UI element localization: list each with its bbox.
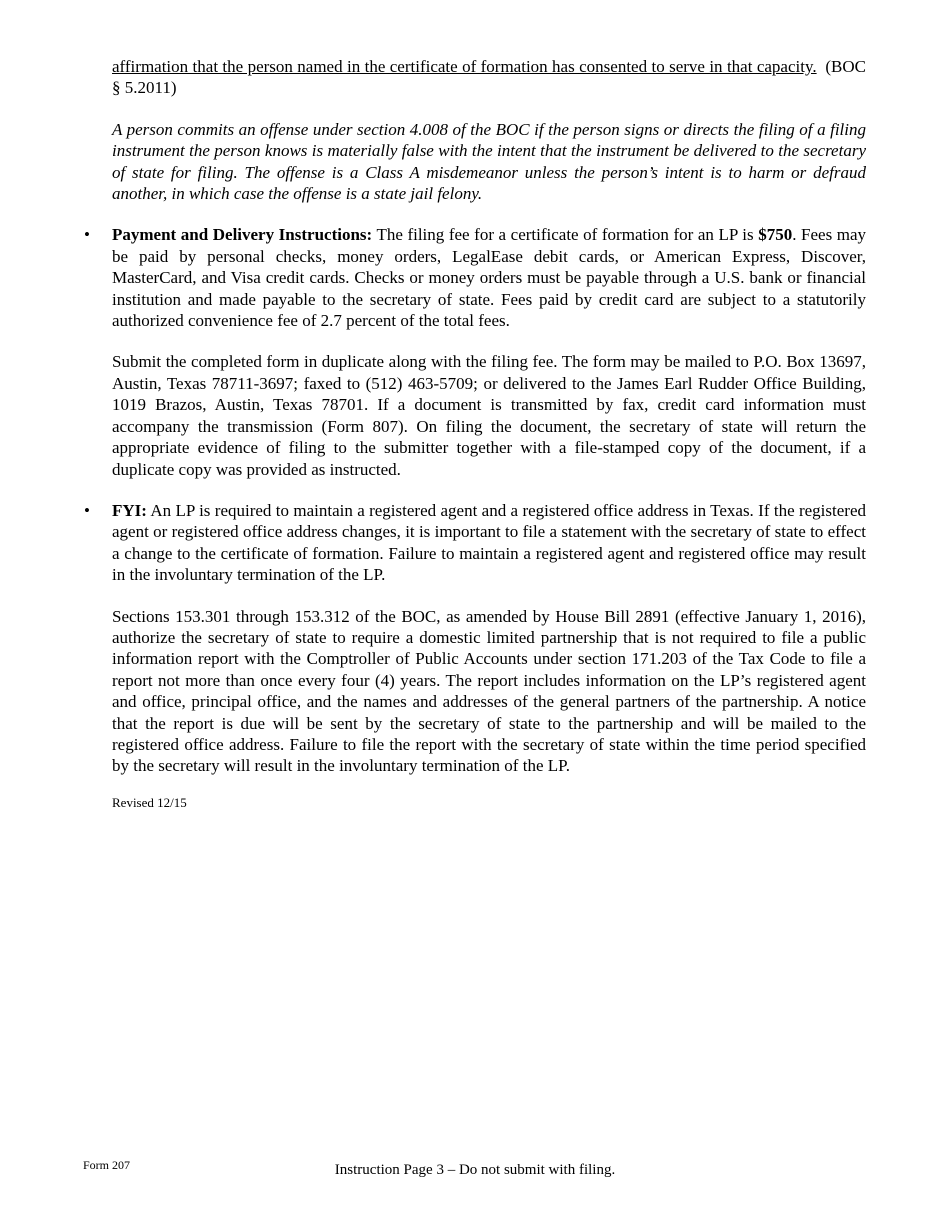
revised-date: Revised 12/15	[112, 794, 187, 810]
bullet-icon: •	[84, 500, 90, 520]
filing-fee-amount: $750	[758, 225, 793, 245]
bullet-icon: •	[84, 225, 90, 245]
page-footer-label: Instruction Page 3 – Do not submit with filing.	[334, 1162, 616, 1178]
affirmation-underlined-text: affirmation that the person named in the certificate of formation has consented to serve in that capacity.	[112, 57, 817, 76]
fyi-bullet	[84, 500, 866, 586]
affirmation-citation: (BOC § 5.2011)	[112, 57, 867, 98]
payment-text-continued: . Fees may be paid by personal checks, money orders, LegalEase debit cards, or American Express, Discover, MasterCard, and Visa credit cards. Checks or money orders must be payable through a U.S. bank or financial institution and made payable to the secretary of state. Fees paid by credit card are subject to a statutorily authorized convenience fee of 2.7 percent of the total fees.	[112, 225, 867, 331]
fyi-paragraph	[112, 500, 866, 586]
fyi-text: An LP is required to maintain a registered agent and a registered office address in Texas. If the registered agent or registered office address changes, it is important to file a statement with the secretary of state to effect a change to the certificate of formation. Failure to maintain a registered agent and registered office may result in the involuntary termination of the LP.	[112, 500, 866, 585]
payment-bullet	[84, 224, 867, 331]
payment-paragraph	[112, 224, 866, 331]
submit-paragraph: Submit the completed form in duplicate along with the filing fee. The form may be mailed to P.O. Box 13697, Austin, Texas 78711-3697; faxed to (512) 463-5709; or delivered to the James Earl Rudder Office Building, 1019 Brazos, Austin, Texas 78701. If a document is transmitted by fax, credit card information must accompany the transmission (Form 807). On filing the document, the secretary of state will return the appropriate evidence of filing to the submitter together with a file-stamped copy of the document, if a duplicate copy was provided as instructed.	[112, 352, 866, 479]
offense-notice: A person commits an offense under section 4.008 of the BOC if the person signs or directs the filing of a filing instrument the person knows is materially false with the intent that the instrument be delivered to the secretary of state for filing. The offense is a Class A misdemeanor unless the person’s intent is to harm or defraud another, in which case the offense is a state jail felony.	[112, 119, 866, 204]
instruction-body	[84, 56, 867, 811]
fyi-heading: FYI:	[112, 500, 147, 520]
payment-heading: Payment and Delivery Instructions:	[112, 225, 373, 245]
form-number: Form 207	[83, 1158, 131, 1172]
payment-text: The filing fee for a certificate of formation for an LP is	[376, 225, 754, 245]
affirmation-paragraph	[112, 56, 866, 99]
sections-paragraph: Sections 153.301 through 153.312 of the BOC, as amended by House Bill 2891 (effective January 1, 2016), authorize the secretary of state to require a domestic limited partnership that is not required to file a public information report with the Comptroller of Public Accounts under section 171.203 of the Tax Code to file a report not more than once every four (4) years. The report includes information on the LP’s registered agent and office, principal office, and the names and addresses of the general partners of the partnership. A notice that the report is due will be sent by the secretary of state to the partnership and will be mailed to the registered office address. Failure to file the report with the secretary of state within the time period specified by the secretary will result in the involuntary termination of the LP.	[112, 606, 866, 776]
